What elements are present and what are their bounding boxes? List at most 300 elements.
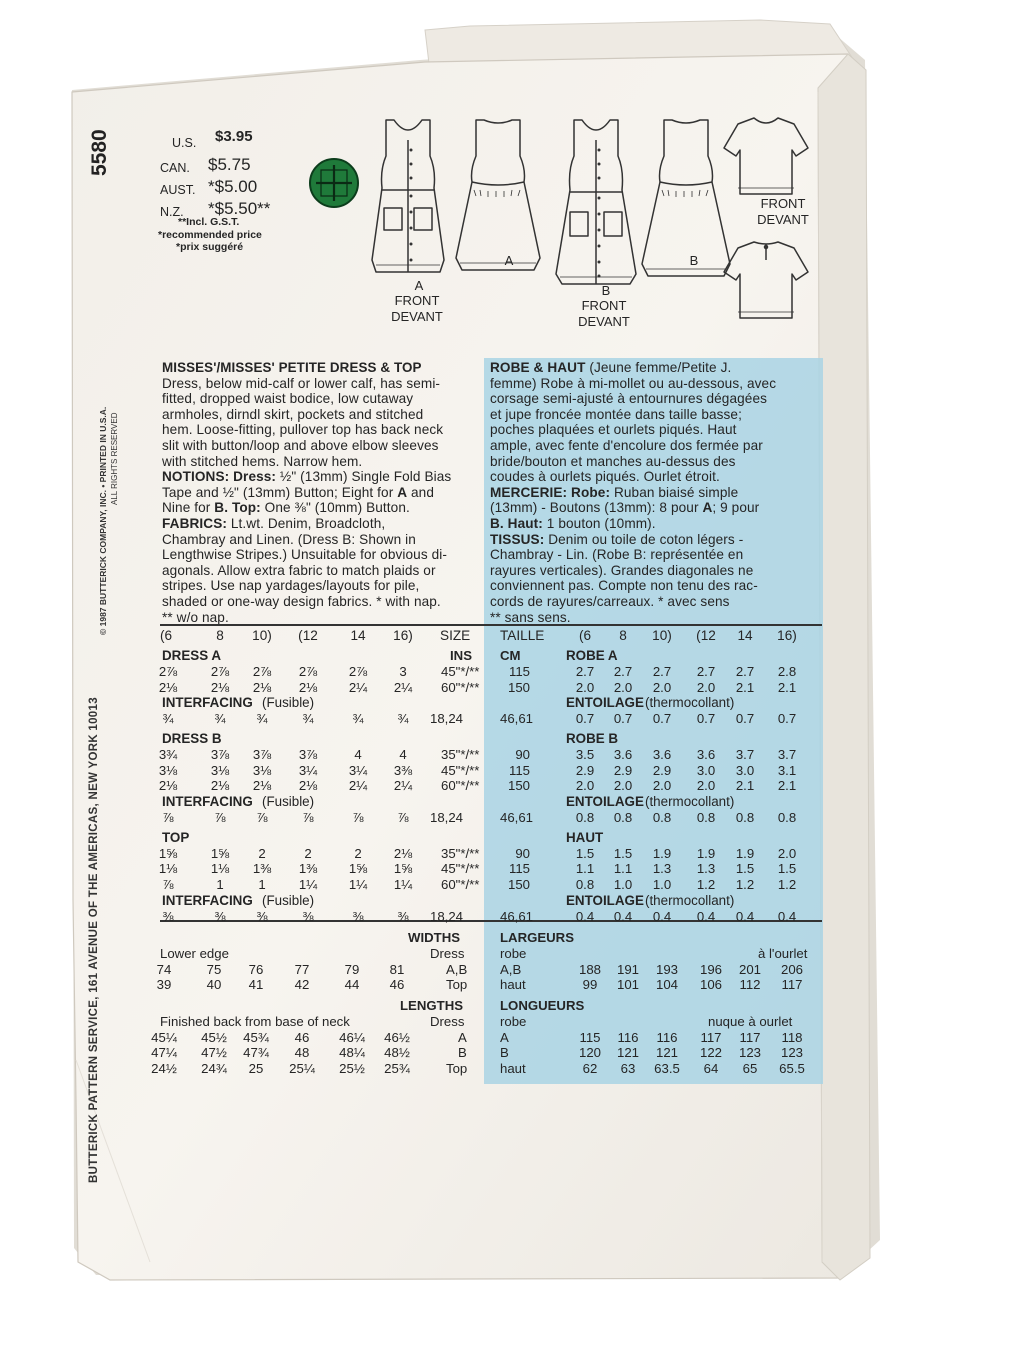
yardage-right-cell: 0.8 — [735, 810, 755, 825]
widths-right-cell: 106 — [699, 977, 722, 993]
lengths-right-cell: 63.5 — [654, 1061, 680, 1077]
french-mercerie-3: B. Haut: 1 bouton (10mm). — [490, 515, 656, 531]
lengths-right-cell: 121 — [655, 1045, 678, 1061]
yardage-right-cell: 2.7 — [735, 663, 755, 679]
yardage-right-cell: 2.0 — [652, 778, 672, 794]
yardage-right-cell: 0.7 — [613, 711, 633, 727]
yardage-right-cell: 0.8 — [652, 810, 672, 825]
yardage-left-cell: ¾ — [162, 711, 174, 727]
widths-left-cell: 42 — [294, 977, 310, 993]
yardage-left-cell: ⅞ — [256, 810, 268, 825]
size-header-right: 16) — [777, 628, 797, 643]
yardage-right-cell: 1.3 — [696, 861, 716, 877]
widths-mid: A,B — [446, 961, 468, 977]
yardage-left-cell: 2⅛ — [298, 679, 318, 695]
french-body-line: corsage semi-ajusté à entournures dégagées — [490, 391, 767, 407]
english-notions-2: Tape and ½" (13mm) Button; Eight for A and — [162, 484, 434, 500]
view-devant-label: DEVANT — [391, 309, 443, 324]
fabric-width-in: 60"*/** — [441, 778, 480, 794]
price-value: $5.75 — [208, 155, 251, 174]
yardage-left-cell: 3 — [399, 663, 407, 679]
yardage-right-cell: 2.7 — [696, 663, 716, 679]
yardage-right-cell: 0.4 — [696, 908, 716, 924]
yardage-left-cell: 2¼ — [348, 778, 368, 794]
fabric-width-in: 60"*/** — [441, 877, 480, 893]
yardage-right-cell: 1.1 — [575, 861, 595, 877]
french-body-line: ample, avec fente d'encolure dos fermée par — [490, 437, 763, 453]
section-label-rest: (Fusible) — [262, 695, 315, 711]
yardage-left-cell: ⅜ — [397, 908, 409, 924]
yardage-right-cell: 2.1 — [777, 679, 797, 695]
top-back-illustration — [724, 242, 808, 318]
fabric-width-in: 60"*/** — [441, 679, 480, 695]
widths-left-cell: 74 — [156, 961, 172, 977]
fabric-width-cm: 115 — [508, 762, 530, 778]
widths-right-cell: 196 — [699, 961, 722, 977]
lengths-right-cell: 65.5 — [779, 1061, 805, 1077]
section-label: TOP — [162, 829, 190, 845]
yardage-right-cell: 1.3 — [652, 861, 672, 877]
yardage-left-cell: 2⅛ — [158, 679, 178, 695]
yardage-right-cell: 0.7 — [777, 711, 797, 727]
view-front-label: FRONT — [394, 293, 440, 308]
widths-right-cell: 101 — [616, 977, 639, 993]
lengths-left-cell: 47¼ — [151, 1045, 177, 1061]
view-letter: B — [601, 283, 611, 298]
section-fr-label-rest: (thermocollant) — [645, 794, 735, 810]
english-body-line: fitted, dropped waist bodice, low cutaway — [162, 391, 414, 407]
price-note: **Incl. G.S.T. — [178, 216, 240, 228]
english-fabrics-line: agonals. Allow extra fabric to match plaids or — [162, 562, 436, 578]
lengths-fr-sub-right: nuque à ourlet — [708, 1013, 793, 1029]
yardage-right-cell: 2.8 — [777, 663, 797, 679]
yardage-left-cell: 2¼ — [393, 679, 413, 695]
yardage-right-cell: 1.0 — [652, 877, 672, 893]
fabric-width-in: 35"*/** — [441, 845, 480, 861]
yardage-left-cell: 1⅜ — [252, 861, 272, 877]
butterick-logo-icon — [308, 157, 360, 209]
widths-left-cell: 77 — [294, 961, 310, 977]
size-header-right: (6 — [578, 628, 592, 643]
view-letter: A — [504, 253, 514, 268]
yardage-left-cell: 3⅛ — [158, 762, 178, 778]
english-notions-3: Nine for B. Top: One ⅜" (10mm) Button. — [162, 500, 410, 516]
lengths-mid: Top — [446, 1061, 468, 1077]
widths-right-cell: 117 — [781, 977, 803, 993]
english-fabrics-line: Lengthwise Stripes.) Unsuitable for obvious di- — [162, 547, 448, 563]
size-header-size: SIZE — [440, 628, 471, 643]
widths-right-cell: 112 — [739, 977, 761, 993]
yardage-left-cell: 2⅞ — [158, 663, 178, 679]
yardage-right-cell: 2.7 — [575, 663, 595, 679]
fabric-width-in: 45"*/** — [441, 762, 480, 778]
widths-fr-heading: LARGEURS — [500, 930, 574, 945]
interfacing-width-cm: 46,61 — [500, 810, 534, 825]
french-body — [490, 376, 820, 485]
yardage-right-cell: 3.7 — [777, 746, 797, 762]
lengths-left-cell: 47¾ — [243, 1045, 269, 1061]
yardage-right-cell: 2.9 — [652, 762, 672, 778]
french-tissus-line: cords de rayures/carreaux. * avec sens — [490, 593, 730, 609]
yardage-left-cell: ¾ — [302, 711, 314, 727]
english-notions-1: NOTIONS: Dress: ½" (13mm) Single Fold Bias — [162, 469, 452, 485]
yardage-left-cell: 3⅞ — [298, 746, 318, 762]
price-country: N.Z. — [160, 205, 184, 219]
yardage-right-cell: 0.8 — [575, 810, 595, 825]
dress-a-back-illustration — [456, 120, 540, 270]
lengths-right-cell: 118 — [781, 1029, 803, 1045]
fabric-width-in: 45"*/** — [441, 861, 480, 877]
lengths-left-cell: 48½ — [384, 1045, 410, 1061]
yardage-right-cell: 2.7 — [652, 663, 672, 679]
lengths-right-cell: 115 — [579, 1029, 601, 1045]
yardage-right-cell: 1.9 — [652, 845, 672, 861]
yardage-left-cell: 1¼ — [298, 877, 318, 893]
lengths-fr-heading: LONGUEURS — [500, 998, 585, 1013]
yardage-left-cell: 1⅛ — [210, 861, 230, 877]
french-mercerie-2: (13mm) - Boutons (13mm): 8 pour A; 9 pour — [490, 500, 760, 516]
yardage-left-cell: 1⅝ — [348, 861, 368, 877]
price-value: *$5.00 — [208, 177, 258, 196]
widths-fr-sub: robe — [500, 945, 527, 961]
yardage-left-cell: 2⅛ — [393, 845, 413, 861]
widths-left-cell: 40 — [206, 977, 222, 993]
widths-left-cell: 75 — [206, 961, 222, 977]
yardage-right-cell: 2.0 — [575, 679, 595, 695]
yardage-left-cell: 2 — [304, 845, 312, 861]
yardage-right-cell: 1.2 — [735, 877, 755, 893]
ins-head: INS — [450, 648, 472, 663]
yardage-right-cell: 1.9 — [696, 845, 716, 861]
yardage-right-cell: 0.4 — [613, 908, 633, 924]
section-label: INTERFACING — [162, 893, 253, 908]
section-label-rest: (Fusible) — [262, 893, 315, 908]
english-body-line: hem. Loose-fitting, pullover top has back neck — [162, 422, 444, 438]
yardage-right-cell: 2.1 — [735, 679, 755, 695]
lengths-left-cell: 25½ — [339, 1061, 365, 1077]
lengths-left-cell: 45¼ — [151, 1029, 177, 1045]
english-description — [162, 360, 480, 625]
section-label: INTERFACING — [162, 695, 253, 711]
lengths-left-cell: 48 — [294, 1045, 310, 1061]
yardage-left-cell: ¾ — [256, 711, 268, 727]
side-copyright: © 1987 BUTTERICK COMPANY, INC. • PRINTED IN U.S.A. — [98, 406, 108, 635]
yardage-right-cell: 0.7 — [575, 711, 595, 727]
lengths-right-cell: 122 — [699, 1045, 722, 1061]
yardage-left-cell: 2⅛ — [252, 778, 272, 794]
yardage-left-cell: ¾ — [214, 711, 226, 727]
english-title: MISSES'/MISSES' PETITE DRESS & TOP — [162, 360, 422, 375]
yardage-left-cell: ⅞ — [162, 810, 174, 825]
widths-right-cell: 191 — [616, 961, 639, 977]
yardage-left-cell: 3⅞ — [210, 746, 230, 762]
section-fr-label: ENTOILAGE — [566, 695, 644, 711]
yardage-right-cell: 0.8 — [696, 810, 716, 825]
section-fr-label: ENTOILAGE — [566, 794, 644, 810]
yardage-left-cell: 2 — [258, 845, 266, 861]
yardage-left-cell: ⅞ — [397, 810, 409, 825]
widths-left-cell: 79 — [344, 961, 360, 977]
yardage-left-cell: 3⅜ — [393, 762, 413, 778]
yardage-left-cell: 1 — [258, 877, 266, 893]
yardage-left-cell: 2⅛ — [158, 778, 178, 794]
price-value: *$5.50** — [208, 199, 271, 218]
yardage-left-cell: 1⅝ — [393, 861, 413, 877]
widths-fr-sub-right: à l'ourlet — [758, 945, 808, 961]
price-note: *recommended price — [158, 229, 262, 241]
side-address: BUTTERICK PATTERN SERVICE, 161 AVENUE OF THE AMERICAS, NEW YORK 10013 — [88, 697, 100, 1183]
yardage-right-cell: 2.0 — [613, 679, 633, 695]
yardage-right-cell: 0.8 — [613, 810, 633, 825]
yardage-left-cell: 1⅜ — [298, 861, 318, 877]
lengths-right-cell: 116 — [617, 1029, 639, 1045]
yardage-right-cell: 3.1 — [777, 762, 797, 778]
yardage-right-cell: 2.7 — [613, 663, 633, 679]
yardage-right-cell: 0.4 — [652, 908, 672, 924]
lengths-right-cell: 116 — [656, 1029, 678, 1045]
view-devant-label: DEVANT — [578, 314, 630, 329]
french-tissus-line: rayures verticales). Grandes diagonales ne — [490, 562, 754, 578]
price-country: CAN. — [160, 161, 190, 175]
widths-left-cell: 44 — [344, 977, 360, 993]
lengths-fr-sub: robe — [500, 1013, 527, 1029]
yardage-left-cell: 3⅞ — [252, 746, 272, 762]
price-country: AUST. — [160, 183, 196, 197]
yardage-right-cell: 2.0 — [777, 845, 797, 861]
size-header-left: (6 — [159, 628, 173, 643]
table-top-rule — [160, 624, 822, 626]
widths-right-cell: 206 — [780, 961, 803, 977]
lengths-fr-mid: B — [500, 1045, 509, 1061]
lengths-mid: B — [458, 1045, 467, 1061]
section-label: INTERFACING — [162, 794, 253, 810]
yardage-right-cell: 0.4 — [735, 908, 755, 924]
lengths-left-cell: 46½ — [384, 1029, 410, 1045]
yardage-left-cell: 2⅛ — [298, 778, 318, 794]
size-header-left: (12 — [298, 628, 318, 643]
yardage-left-cell: 1⅝ — [210, 845, 230, 861]
section-fr-label-rest: (thermocollant) — [645, 695, 735, 711]
lengths-fr-mid: A — [500, 1029, 509, 1045]
french-tissus-line: Chambray - Lin. (Robe B: représentée en — [490, 547, 744, 563]
yardage-right-cell: 2.0 — [575, 778, 595, 794]
english-fabrics-line: stripes. Use nap yardages/layouts for pile, — [162, 578, 420, 594]
widths-sub-label: Lower edge — [160, 945, 229, 961]
yardage-right-cell: 1.5 — [735, 861, 755, 877]
lengths-right-cell: 65 — [742, 1061, 758, 1077]
section-label-rest: (Fusible) — [262, 794, 315, 810]
view-letter: B — [689, 253, 699, 268]
view-front-label: FRONT — [760, 196, 806, 211]
english-fabrics-1: FABRICS: Lt.wt. Denim, Broadcloth, — [162, 515, 386, 531]
size-header-left: 16) — [393, 628, 413, 643]
widths-right-cell: 193 — [655, 961, 678, 977]
yardage-right-cell: 1.5 — [575, 845, 595, 861]
yardage-right-cell: 2.1 — [735, 778, 755, 794]
lengths-left-cell: 25¾ — [384, 1061, 410, 1077]
price-value: $3.95 — [215, 128, 253, 145]
fabric-width-cm: 90 — [515, 746, 530, 762]
cm-head: CM — [500, 648, 521, 663]
yardage-right-cell: 2.0 — [696, 679, 716, 695]
lengths-left-cell: 25 — [248, 1061, 264, 1077]
view-letter: A — [414, 278, 424, 293]
yardage-left-cell: ¾ — [397, 711, 409, 727]
section-fr-label: ROBE B — [566, 731, 619, 746]
side-rights: ALL RIGHTS RESERVED — [110, 412, 119, 505]
lengths-left-cell: 24½ — [151, 1061, 177, 1077]
interfacing-width-in: 18,24 — [430, 810, 464, 825]
size-header-right: (12 — [696, 628, 716, 643]
yardage-right-cell: 3.0 — [735, 762, 755, 778]
fabric-width-cm: 150 — [507, 679, 530, 695]
section-fr-label: ENTOILAGE — [566, 893, 644, 908]
yardage-left-cell: 2⅞ — [348, 663, 368, 679]
lengths-left-cell: 47½ — [201, 1045, 227, 1061]
lengths-right-cell: 62 — [582, 1061, 598, 1077]
yardage-left-cell: 2 — [354, 845, 362, 861]
lengths-right-cell: 123 — [738, 1045, 761, 1061]
price-note: *prix suggéré — [176, 241, 244, 253]
widths-fr-mid: haut — [500, 977, 526, 993]
yardage-left-cell: 2⅛ — [252, 679, 272, 695]
yardage-right-cell: 1.2 — [696, 877, 716, 893]
fabric-width-in: 45"*/** — [441, 663, 480, 679]
french-tissus-1: TISSUS: Denim ou toile de coton légers - — [490, 531, 744, 547]
lengths-right-cell: 121 — [616, 1045, 639, 1061]
widths-left-cell: 41 — [248, 977, 264, 993]
fabric-width-cm: 115 — [508, 663, 530, 679]
size-header-left: 10) — [252, 628, 272, 643]
english-fabrics-line: shaded or one-way design fabrics. * with nap. — [162, 593, 441, 609]
yardage-left-cell: ⅜ — [256, 908, 268, 924]
yardage-left-cell: 3⅛ — [210, 762, 230, 778]
widths-left-cell: 46 — [389, 977, 405, 993]
yardage-right-cell: 3.0 — [696, 762, 716, 778]
lengths-right-cell: 120 — [578, 1045, 601, 1061]
yardage-left-cell: 2¼ — [348, 679, 368, 695]
lengths-right-cell: 117 — [700, 1029, 722, 1045]
yardage-left-cell: 3¾ — [158, 746, 178, 762]
lengths-left-cell: 45½ — [201, 1029, 227, 1045]
yardage-left-cell: 2⅞ — [298, 663, 318, 679]
widths-left-cell: 81 — [389, 961, 405, 977]
section-fr-label-rest: (thermocollant) — [645, 893, 735, 908]
fabric-width-cm: 150 — [507, 877, 530, 893]
yardage-left-cell: ⅜ — [352, 908, 364, 924]
yardage-right-cell: 0.7 — [652, 711, 672, 727]
yardage-left-cell: 3¼ — [348, 762, 368, 778]
yardage-left-cell: 2⅞ — [210, 663, 230, 679]
yardage-right-cell: 2.9 — [613, 762, 633, 778]
size-header-right: 14 — [737, 628, 753, 643]
yardage-left-cell: 2⅛ — [210, 778, 230, 794]
top-front-illustration — [724, 118, 808, 194]
french-body-line: coudes à ourlets piqués. Ourlet étroit. — [490, 469, 720, 485]
widths-left-cell: 39 — [156, 977, 172, 993]
interfacing-width-in: 18,24 — [430, 711, 464, 727]
french-mercerie-1: MERCERIE: Robe: Ruban biaisé simple — [490, 484, 739, 500]
lengths-mid: A — [458, 1029, 467, 1045]
interfacing-width-cm: 46,61 — [500, 711, 534, 727]
yardage-left-cell: 4 — [354, 746, 362, 762]
yardage-right-cell: 2.0 — [652, 679, 672, 695]
widths-left-cell: 76 — [248, 961, 264, 977]
yardage-left-cell: 2¼ — [393, 778, 413, 794]
size-header-left: 8 — [216, 628, 224, 643]
widths-fr-mid: A,B — [500, 961, 522, 977]
english-fabrics-line: Chambray and Linen. (Dress B: Shown in — [162, 531, 416, 547]
yardage-right-cell: 3.7 — [735, 746, 755, 762]
yardage-right-cell: 0.4 — [575, 908, 595, 924]
yardage-right-cell: 0.4 — [777, 908, 797, 924]
section-fr-label: ROBE A — [566, 648, 618, 663]
yardage-left-cell: 2⅛ — [210, 679, 230, 695]
french-tissus-line: ** sans sens. — [490, 609, 571, 625]
yardage-right-cell: 3.6 — [696, 746, 716, 762]
french-body-line: femme) Robe à mi-mollet ou au-dessous, avec — [490, 375, 777, 391]
yardage-left-cell: 2⅞ — [252, 663, 272, 679]
lengths-left-cell: 46 — [294, 1029, 310, 1045]
yardage-right-cell: 1.2 — [777, 877, 797, 893]
view-front-label: FRONT — [581, 298, 627, 313]
lengths-fr-mid: haut — [500, 1061, 526, 1077]
yardage-left-cell: 3¼ — [298, 762, 318, 778]
widths-right-cell: 99 — [582, 977, 598, 993]
yardage-right-cell: 2.0 — [613, 778, 633, 794]
english-fabrics-line: ** w/o nap. — [162, 609, 229, 625]
lengths-sub-col: Dress — [430, 1013, 465, 1029]
yardage-right-cell: 3.5 — [575, 746, 595, 762]
size-header-right: 10) — [652, 628, 672, 643]
french-tissus-line: conviennent pas. Compte non tenu des rac- — [490, 578, 758, 594]
section-label: DRESS B — [162, 731, 222, 746]
french-tissus-body — [490, 547, 820, 625]
yardage-left-cell: ⅜ — [214, 908, 226, 924]
fabric-width-cm: 90 — [515, 845, 530, 861]
lengths-sub-label: Finished back from base of neck — [160, 1013, 350, 1029]
yardage-right-cell: 0.8 — [575, 877, 595, 893]
fabric-width-cm: 150 — [507, 778, 530, 794]
french-body-line: et jupe froncée montée dans taille basse; — [490, 406, 742, 422]
widths-right-cell: 201 — [738, 961, 761, 977]
fabric-width-cm: 115 — [508, 861, 530, 877]
yardage-right-cell: 0.7 — [735, 711, 755, 727]
yardage-right-cell: 2.1 — [777, 778, 797, 794]
widths-right-cell: 104 — [655, 977, 678, 993]
lengths-right-cell: 117 — [739, 1029, 761, 1045]
size-header-left: 14 — [350, 628, 366, 643]
price-country: U.S. — [172, 136, 197, 150]
interfacing-width-in: 18,24 — [430, 908, 464, 924]
yardage-left-cell: 1⅝ — [158, 845, 178, 861]
french-description — [490, 360, 820, 625]
yardage-right-cell: 0.8 — [777, 810, 797, 825]
lengths-left-cell: 46¼ — [339, 1029, 365, 1045]
yardage-left-cell: 1¼ — [348, 877, 368, 893]
yardage-right-cell: 1.5 — [613, 845, 633, 861]
english-body-line: with stitched hems. Narrow hem. — [162, 453, 363, 469]
dress-b-front-illustration — [556, 120, 636, 284]
widths-right-cell: 188 — [578, 961, 601, 977]
yardage-left-cell: 4 — [399, 746, 407, 762]
yardage-right-cell: 0.7 — [696, 711, 716, 727]
english-body-line: Dress, below mid-calf or lower calf, has semi- — [162, 375, 441, 391]
lengths-left-cell: 45¾ — [243, 1029, 269, 1045]
pattern-number: 5580 — [88, 129, 111, 176]
view-devant-label: DEVANT — [757, 212, 809, 227]
lengths-right-cell: 64 — [703, 1061, 719, 1077]
